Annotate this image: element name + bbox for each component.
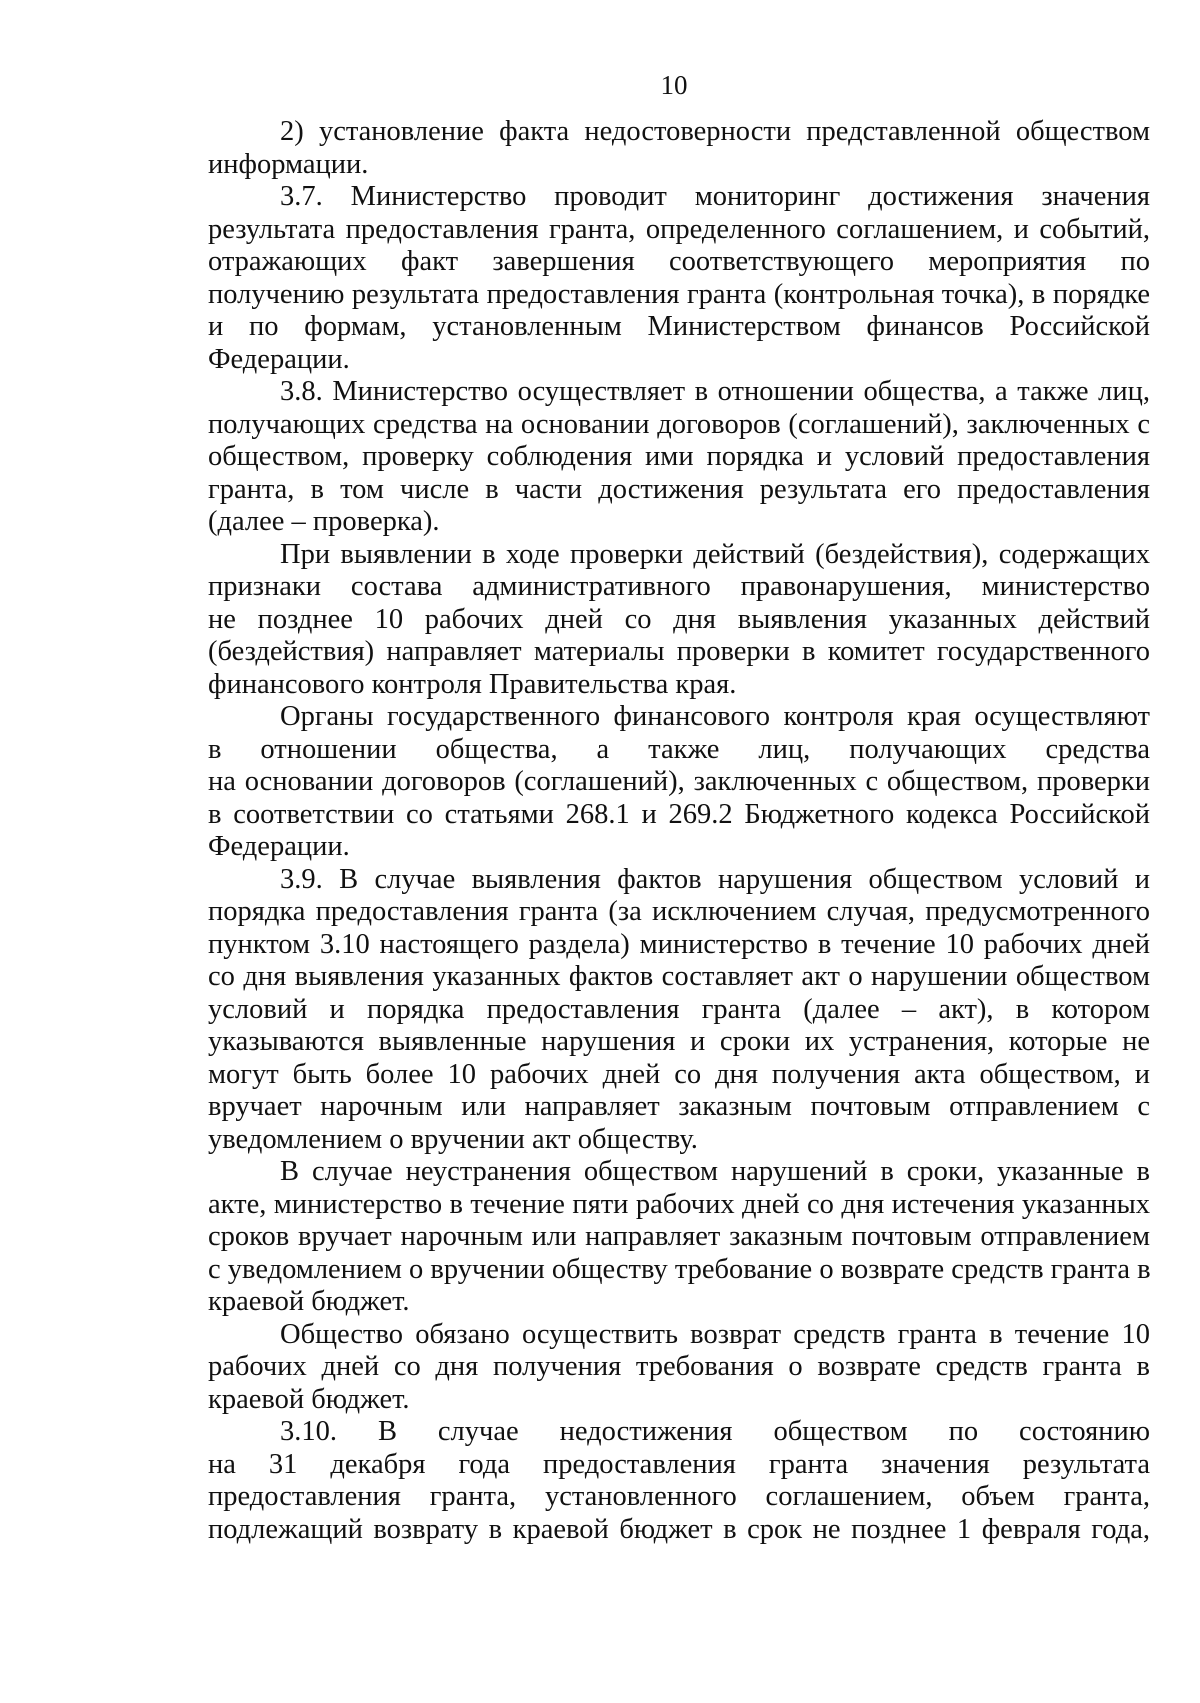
page-number: 10 xyxy=(660,70,688,100)
text-line: со дня выявления указанных фактов составляет акт о нарушении обществом xyxy=(208,961,1150,992)
text-line: Общество обязано осуществить возврат средств гранта в течение 10 xyxy=(280,1318,1150,1350)
text-line: (далее – проверка). xyxy=(208,506,440,537)
paragraph xyxy=(208,539,1150,702)
text-line: на основании договоров (соглашений), заключенных с обществом, проверки xyxy=(208,766,1150,797)
text-line: Федерации. xyxy=(208,343,350,375)
paragraph xyxy=(208,701,1150,864)
text-line: При выявлении в ходе проверки действий (бездействия), содержащих xyxy=(280,538,1150,570)
text-line: В случае неустранения обществом нарушений в сроки, указанные в xyxy=(280,1156,1150,1187)
text-line: условий и порядка предоставления гранта (далее – акт), в котором xyxy=(208,993,1150,1025)
text-line: финансового контроля Правительства края. xyxy=(208,668,737,700)
text-line: 3.10. В случае недостижения обществом по состоянию xyxy=(280,1416,1150,1447)
text-line: 3.7. Министерство проводит мониторинг достижения значения xyxy=(280,181,1150,212)
text-line: Федерации. xyxy=(208,831,350,862)
text-line: (бездействия) направляет материалы проверки в комитет государственного xyxy=(208,636,1150,667)
paragraph xyxy=(208,1416,1150,1546)
text-line: уведомлением о вручении акт обществу. xyxy=(208,1123,698,1155)
text-line: информации. xyxy=(208,148,369,180)
document-body xyxy=(208,116,1150,1546)
paragraph xyxy=(208,1319,1150,1417)
text-line: подлежащий возврату в краевой бюджет в срок не позднее 1 февраля года, xyxy=(208,1513,1150,1545)
paragraph xyxy=(208,864,1150,1157)
paragraph xyxy=(208,1156,1150,1319)
text-line: и по формам, установленным Министерством финансов Российской xyxy=(208,311,1150,342)
text-line: 3.8. Министерство осуществляет в отношении общества, а также лиц, xyxy=(280,376,1150,407)
text-line: указываются выявленные нарушения и сроки их устранения, которые не xyxy=(208,1026,1150,1057)
text-line: 2) установление факта недостоверности представленной обществом xyxy=(280,116,1150,147)
paragraph xyxy=(208,181,1150,376)
text-line: на 31 декабря года предоставления гранта значения результата xyxy=(208,1448,1150,1480)
text-line: порядка предоставления гранта (за исключением случая, предусмотренного xyxy=(208,896,1150,927)
text-line: в отношении общества, а также лиц, получающих средства xyxy=(208,733,1150,765)
text-line: предоставления гранта, установленного соглашением, объем гранта, xyxy=(208,1481,1150,1512)
text-line: в соответствии со статьями 268.1 и 269.2 Бюджетного кодекса Российской xyxy=(208,798,1150,830)
text-line: с уведомлением о вручении обществу требование о возврате средств гранта в xyxy=(208,1253,1151,1285)
text-line: краевой бюджет. xyxy=(208,1286,410,1317)
text-line: результата предоставления гранта, определенного соглашением, и событий, xyxy=(208,213,1150,245)
text-line: обществом, проверку соблюдения ими порядка и условий предоставления xyxy=(208,441,1150,472)
text-line: не позднее 10 рабочих дней со дня выявления указанных действий xyxy=(208,603,1150,635)
text-line: могут быть более 10 рабочих дней со дня получения акта обществом, и xyxy=(208,1058,1150,1090)
text-line: признаки состава административного правонарушения, министерство xyxy=(208,571,1150,602)
paragraph xyxy=(208,116,1150,181)
paragraph xyxy=(208,376,1150,539)
text-line: получающих средства на основании договоров (соглашений), заключенных с xyxy=(208,408,1150,440)
text-line: 3.9. В случае выявления фактов нарушения обществом условий и xyxy=(280,863,1150,895)
text-line: краевой бюджет. xyxy=(208,1383,410,1415)
text-line: акте, министерство в течение пяти рабочих дней со дня истечения указанных xyxy=(208,1188,1150,1220)
text-line: отражающих факт завершения соответствующего мероприятия по xyxy=(208,246,1150,277)
text-line: пунктом 3.10 настоящего раздела) министерство в течение 10 рабочих дней xyxy=(208,928,1150,960)
text-line: Органы государственного финансового контроля края осуществляют xyxy=(280,701,1150,732)
text-line: сроков вручает нарочным или направляет заказным почтовым отправлением xyxy=(208,1221,1150,1252)
text-line: рабочих дней со дня получения требования о возврате средств гранта в xyxy=(208,1351,1150,1382)
text-line: гранта, в том числе в части достижения результата его предоставления xyxy=(208,473,1150,505)
text-line: получению результата предоставления гранта (контрольная точка), в порядке xyxy=(208,278,1150,310)
text-line: вручает нарочным или направляет заказным почтовым отправлением с xyxy=(208,1091,1150,1122)
